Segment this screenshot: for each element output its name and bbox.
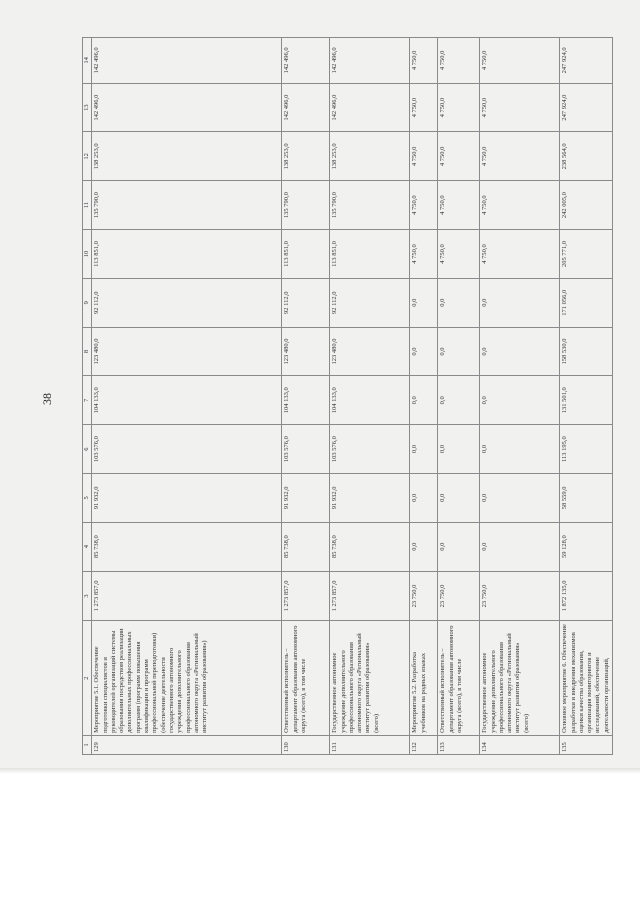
row-number: 133 bbox=[438, 735, 480, 754]
value-cell: 4 750,0 bbox=[410, 83, 438, 132]
header-cell: 2 bbox=[83, 621, 92, 736]
value-cell: 1 273 857,0 bbox=[92, 571, 282, 621]
value-cell: 0,0 bbox=[438, 522, 480, 571]
value-cell: 0,0 bbox=[410, 327, 438, 376]
value-cell: 113 851,0 bbox=[330, 230, 410, 279]
value-cell: 4 750,0 bbox=[410, 132, 438, 181]
value-cell: 142 496,0 bbox=[282, 83, 330, 132]
value-cell: 138 253,0 bbox=[330, 132, 410, 181]
value-cell: 0,0 bbox=[410, 425, 438, 474]
value-cell: 0,0 bbox=[480, 376, 560, 425]
value-cell: 85 738,0 bbox=[330, 522, 410, 571]
value-cell: 4 750,0 bbox=[410, 181, 438, 230]
value-cell: 0,0 bbox=[410, 473, 438, 522]
value-cell: 171 056,0 bbox=[560, 278, 613, 327]
header-cell: 8 bbox=[83, 327, 92, 376]
value-cell: 4 750,0 bbox=[410, 230, 438, 279]
value-cell: 113 851,0 bbox=[92, 230, 282, 279]
header-cell: 7 bbox=[83, 376, 92, 425]
value-cell: 138 253,0 bbox=[282, 132, 330, 181]
header-cell: 4 bbox=[83, 522, 92, 571]
value-cell: 0,0 bbox=[480, 522, 560, 571]
value-cell: 123 480,0 bbox=[282, 327, 330, 376]
row-number: 134 bbox=[480, 735, 560, 754]
row-number: 135 bbox=[560, 735, 613, 754]
value-cell: 0,0 bbox=[480, 278, 560, 327]
row-number: 130 bbox=[282, 735, 330, 754]
value-cell: 91 932,0 bbox=[282, 473, 330, 522]
value-cell: 4 750,0 bbox=[438, 83, 480, 132]
value-cell: 247 924,0 bbox=[560, 38, 613, 84]
table-row bbox=[480, 38, 560, 755]
header-cell: 14 bbox=[83, 38, 92, 84]
value-cell: 4 750,0 bbox=[480, 181, 560, 230]
header-cell: 11 bbox=[83, 181, 92, 230]
value-cell: 4 750,0 bbox=[438, 230, 480, 279]
header-cell: 6 bbox=[83, 425, 92, 474]
budget-table bbox=[82, 37, 613, 755]
value-cell: 142 496,0 bbox=[330, 83, 410, 132]
page-shadow bbox=[0, 768, 640, 774]
row-description: Государственное автономное учреждение дополнительного профессионального образования автономного округа «Региональный институт развития образования» (всего) bbox=[480, 621, 560, 736]
row-number: 131 bbox=[330, 735, 410, 754]
value-cell: 135 790,0 bbox=[92, 181, 282, 230]
header-cell: 10 bbox=[83, 230, 92, 279]
row-description: Ответственный исполнитель – департамент образования автономного округа (всего), в том числе bbox=[438, 621, 480, 736]
value-cell: 58 559,0 bbox=[560, 473, 613, 522]
value-cell: 23 750,0 bbox=[410, 571, 438, 621]
row-description: Государственное автономное учреждение дополнительного профессионального образования автономного округа «Региональный институт развития образования» (всего) bbox=[330, 621, 410, 736]
value-cell: 4 750,0 bbox=[438, 132, 480, 181]
value-cell: 142 496,0 bbox=[92, 83, 282, 132]
value-cell: 142 496,0 bbox=[282, 38, 330, 84]
value-cell: 131 501,0 bbox=[560, 376, 613, 425]
value-cell: 142 496,0 bbox=[92, 38, 282, 84]
value-cell: 92 112,0 bbox=[330, 278, 410, 327]
header-cell: 3 bbox=[83, 571, 92, 621]
value-cell: 0,0 bbox=[438, 473, 480, 522]
value-cell: 0,0 bbox=[438, 278, 480, 327]
header-cell: 13 bbox=[83, 83, 92, 132]
row-description: Мероприятие 5.1. Обеспечение подготовки специалистов и руководителей организаций системы образования посредством реализации дополнительных профессиональных программ (программ повышения квалификации и программ профессиональной переподготовки) (обеспечение деятельности государственного автономного учреждения дополнительного профессионального образования автономного округа «Региональный институт развития образования») bbox=[92, 621, 282, 736]
header-cell: 5 bbox=[83, 473, 92, 522]
value-cell: 104 133,0 bbox=[330, 376, 410, 425]
value-cell: 103 576,0 bbox=[92, 425, 282, 474]
header-cell: 12 bbox=[83, 132, 92, 181]
value-cell: 4 750,0 bbox=[480, 230, 560, 279]
value-cell: 104 133,0 bbox=[282, 376, 330, 425]
value-cell: 23 750,0 bbox=[438, 571, 480, 621]
table-row bbox=[330, 38, 410, 755]
row-number: 132 bbox=[410, 735, 438, 754]
value-cell: 4 750,0 bbox=[410, 38, 438, 84]
value-cell: 0,0 bbox=[480, 425, 560, 474]
table-row bbox=[282, 38, 330, 755]
value-cell: 85 738,0 bbox=[282, 522, 330, 571]
value-cell: 23 750,0 bbox=[480, 571, 560, 621]
header-row bbox=[83, 38, 92, 755]
row-description: Мероприятие 5.2. Разработка учебников на родных языках bbox=[410, 621, 438, 736]
value-cell: 1 872 135,0 bbox=[560, 571, 613, 621]
value-cell: 113 195,0 bbox=[560, 425, 613, 474]
value-cell: 0,0 bbox=[410, 376, 438, 425]
row-description: Основное мероприятие 6. Обеспечение разработки и внедрения механизмов оценки качества образования, организация мониторингов и исследований, обеспечение деятельности организаций, bbox=[560, 621, 613, 736]
value-cell: 103 576,0 bbox=[282, 425, 330, 474]
value-cell: 0,0 bbox=[410, 522, 438, 571]
value-cell: 1 273 857,0 bbox=[330, 571, 410, 621]
value-cell: 135 790,0 bbox=[330, 181, 410, 230]
value-cell: 85 738,0 bbox=[92, 522, 282, 571]
value-cell: 0,0 bbox=[480, 473, 560, 522]
value-cell: 4 750,0 bbox=[438, 38, 480, 84]
value-cell: 91 932,0 bbox=[330, 473, 410, 522]
value-cell: 103 576,0 bbox=[330, 425, 410, 474]
table-row bbox=[438, 38, 480, 755]
table-row bbox=[92, 38, 282, 755]
table-row bbox=[410, 38, 438, 755]
value-cell: 247 924,0 bbox=[560, 83, 613, 132]
page-number: 38 bbox=[40, 393, 54, 405]
value-cell: 238 564,0 bbox=[560, 132, 613, 181]
value-cell: 138 253,0 bbox=[92, 132, 282, 181]
row-number: 129 bbox=[92, 735, 282, 754]
value-cell: 0,0 bbox=[438, 327, 480, 376]
value-cell: 59 128,0 bbox=[560, 522, 613, 571]
value-cell: 104 133,0 bbox=[92, 376, 282, 425]
value-cell: 123 480,0 bbox=[330, 327, 410, 376]
value-cell: 4 750,0 bbox=[480, 132, 560, 181]
value-cell: 0,0 bbox=[438, 376, 480, 425]
value-cell: 0,0 bbox=[480, 327, 560, 376]
value-cell: 92 112,0 bbox=[282, 278, 330, 327]
value-cell: 1 273 857,0 bbox=[282, 571, 330, 621]
value-cell: 135 790,0 bbox=[282, 181, 330, 230]
value-cell: 123 480,0 bbox=[92, 327, 282, 376]
value-cell: 242 005,0 bbox=[560, 181, 613, 230]
value-cell: 91 932,0 bbox=[92, 473, 282, 522]
value-cell: 4 750,0 bbox=[480, 83, 560, 132]
rotated-content bbox=[40, 37, 618, 755]
table-row bbox=[560, 38, 613, 755]
value-cell: 113 851,0 bbox=[282, 230, 330, 279]
value-cell: 0,0 bbox=[438, 425, 480, 474]
header-cell: 9 bbox=[83, 278, 92, 327]
value-cell: 0,0 bbox=[410, 278, 438, 327]
value-cell: 92 112,0 bbox=[92, 278, 282, 327]
value-cell: 205 771,0 bbox=[560, 230, 613, 279]
header-cell: 1 bbox=[83, 735, 92, 754]
row-description: Ответственный исполнитель – департамент образования автономного округа (всего), в том числе bbox=[282, 621, 330, 736]
value-cell: 4 750,0 bbox=[480, 38, 560, 84]
value-cell: 158 530,0 bbox=[560, 327, 613, 376]
value-cell: 4 750,0 bbox=[438, 181, 480, 230]
value-cell: 142 496,0 bbox=[330, 38, 410, 84]
